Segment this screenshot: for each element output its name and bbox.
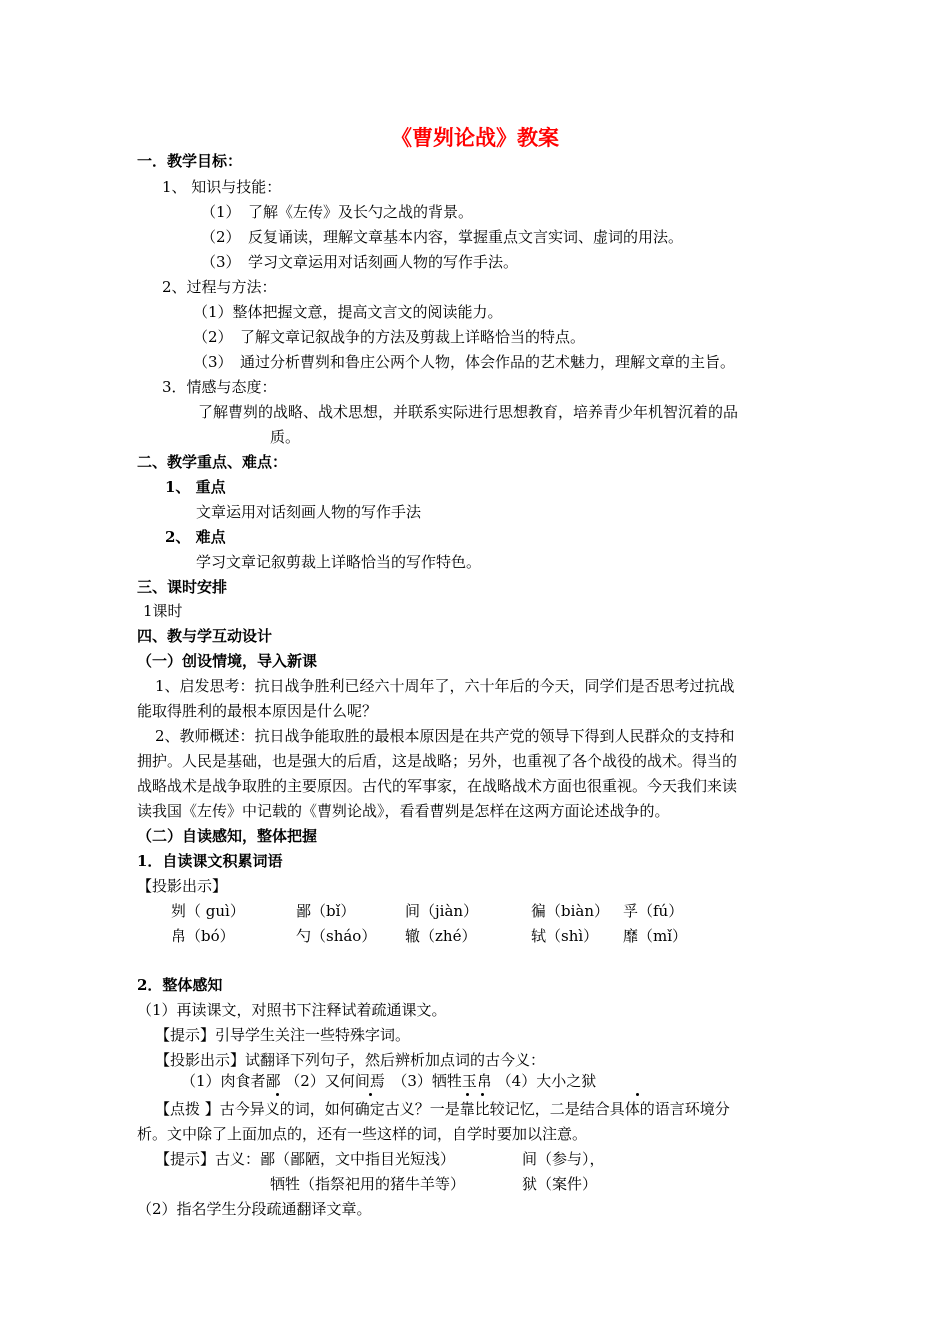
subsection-attitude: 3．情感与态度： bbox=[162, 378, 277, 396]
emphasis-dot bbox=[481, 1093, 484, 1096]
difficulty-label: 2、 难点 bbox=[165, 528, 226, 546]
vocab-word: 轼（shì） bbox=[531, 927, 599, 945]
vocab-word: 帛（bó） bbox=[171, 927, 235, 945]
paragraph-line: 读我国《左传》中记载的《曹刿论战》，看看曹刿是怎样在这两方面论述战争的。 bbox=[137, 802, 670, 820]
item-2-heading: 2．整体感知 bbox=[137, 976, 223, 994]
vocab-word: 徧（biàn） bbox=[531, 902, 610, 920]
section-4-heading: 四、教与学互动设计 bbox=[137, 627, 273, 645]
step-2: （2）指名学生分段疏通翻译文章。 bbox=[137, 1200, 372, 1218]
vocab-word: 刿（ guì） bbox=[171, 902, 245, 920]
vocab-word: 勺（sháo） bbox=[296, 927, 377, 945]
vocab-word: 靡（mǐ） bbox=[623, 927, 688, 945]
paragraph-line: 能取得胜利的最根本原因是什么呢？ bbox=[137, 702, 378, 720]
paragraph-line: 1、启发思考：抗日战争胜利已经六十周年了，六十年后的今天，同学们是否思考过抗战 bbox=[155, 677, 735, 695]
section-1-heading: 一．教学目标： bbox=[137, 152, 243, 170]
hint-2-meaning: 间（参与）， bbox=[522, 1150, 605, 1168]
difficulty-text: 学习文章记叙剪裁上详略恰当的写作特色。 bbox=[196, 553, 482, 571]
tip-line: 析。文中除了上面加点的，还有一些这样的词，自学时要加以注意。 bbox=[137, 1125, 588, 1143]
section-3-heading: 三、课时安排 bbox=[137, 578, 228, 596]
key-point-text: 文章运用对话刻画人物的写作手法 bbox=[196, 503, 422, 521]
hint-2: 【提示】古义：鄙（鄙陋，文中指目光短浅） bbox=[155, 1150, 456, 1168]
part-1-heading: （一）创设情境，导入新课 bbox=[137, 652, 318, 670]
subsection-process: 2、过程与方法： bbox=[162, 278, 277, 296]
list-item: （1） 了解《左传》及长勺之战的背景。 bbox=[201, 203, 474, 221]
key-point-label: 1、 重点 bbox=[165, 478, 226, 496]
emphasis-dot bbox=[369, 1093, 372, 1096]
vocab-word: 间（jiàn） bbox=[405, 902, 479, 920]
emphasis-dot bbox=[466, 1093, 469, 1096]
paragraph-line: 战略战术是战争取胜的主要原因。古代的军事家，在战略战术方面也很重视。今天我们来读 bbox=[137, 777, 738, 795]
vocab-word: 鄙（bǐ） bbox=[296, 902, 356, 920]
hint-1: 【提示】引导学生关注一些特殊字词。 bbox=[155, 1026, 411, 1044]
step-1: （1）再读课文，对照书下注释试着疏通课文。 bbox=[137, 1001, 447, 1019]
list-item: （2） 反复诵读，理解文章基本内容，掌握重点文言实词、虚词的用法。 bbox=[201, 228, 684, 246]
part-2-heading: （二）自读感知，整体把握 bbox=[137, 827, 318, 845]
list-item: （3） 学习文章运用对话刻画人物的写作手法。 bbox=[201, 253, 519, 271]
hint-2-meaning: 狱（案件） bbox=[522, 1175, 598, 1193]
projection-label: 【投影出示】 bbox=[137, 877, 228, 895]
hint-2-meaning: 牺牲（指祭祀用的猪牛羊等） bbox=[270, 1175, 466, 1193]
page-title: 《曹刿论战》教案 bbox=[391, 125, 559, 150]
emphasis-dot bbox=[636, 1093, 639, 1096]
class-hours: 1课时 bbox=[143, 602, 183, 620]
paragraph-line: 质。 bbox=[270, 428, 301, 446]
vocab-word: 辙（zhé） bbox=[405, 927, 477, 945]
subsection-knowledge: 1、 知识与技能： bbox=[162, 178, 282, 196]
tip-line: 【点拨 】古今异义的词，如何确定古义？一是靠比较记忆，二是结合具体的语言环境分 bbox=[155, 1100, 730, 1118]
list-item: （2） 了解文章记叙战争的方法及剪裁上详略恰当的特点。 bbox=[193, 328, 586, 346]
emphasis-dot bbox=[276, 1093, 279, 1096]
item-1-heading: 1．自读课文积累词语 bbox=[137, 852, 283, 870]
paragraph-line: 2、教师概述：抗日战争能取胜的最根本原因是在共产党的领导下得到人民群众的支持和 bbox=[155, 727, 735, 745]
list-item: （3） 通过分析曹刿和鲁庄公两个人物，体会作品的艺术魅力，理解文章的主旨。 bbox=[193, 353, 736, 371]
vocab-word: 孚（fú） bbox=[623, 902, 684, 920]
section-2-heading: 二、教学重点、难点： bbox=[137, 453, 288, 471]
paragraph-line: 了解曹刿的战略、战术思想，并联系实际进行思想教育，培养青少年机智沉着的品 bbox=[198, 403, 739, 421]
sentences-list: （1）肉食者鄙 （2）又何间焉 （3）牺牲玉帛 （4）大小之狱 bbox=[181, 1072, 597, 1090]
projection-2: 【投影出示】试翻译下列句子，然后辨析加点词的古今义： bbox=[155, 1051, 546, 1069]
list-item: （1）整体把握文意，提高文言文的阅读能力。 bbox=[193, 303, 503, 321]
paragraph-line: 拥护。人民是基础，也是强大的后盾，这是战略；另外，也重视了各个战役的战术。得当的 bbox=[137, 752, 738, 770]
